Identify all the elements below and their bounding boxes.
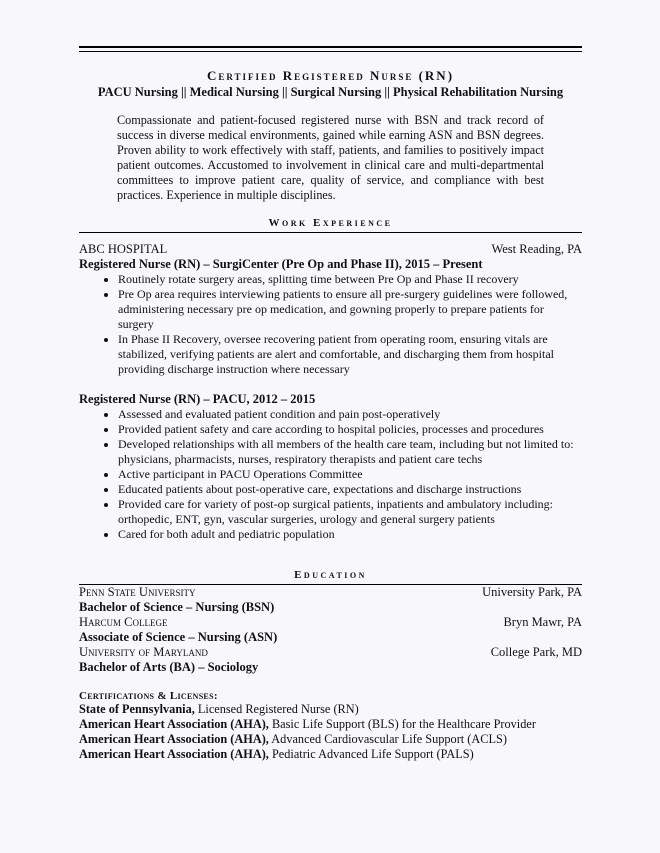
school-row bbox=[79, 615, 582, 630]
list-item: • Routinely rotate surgery areas, splitting time between Pre Op and Phase II recovery bbox=[118, 272, 582, 287]
resume-name: Certified Registered Nurse (RN) bbox=[206, 68, 455, 83]
list-item: • Provided care for variety of post-op surgical patients, inpatients and ambulatory including: orthopedic, ENT, gyn, vascular surgeries, urology and general surgery patients bbox=[118, 497, 582, 527]
cert-detail: Licensed Registered Nurse (RN) bbox=[194, 702, 359, 716]
school-location: Bryn Mawr, PA bbox=[503, 615, 582, 629]
cert-detail: Advanced Cardiovascular Life Support (ACLS) bbox=[268, 732, 507, 746]
list-item: • Active participant in PACU Operations Committee bbox=[118, 467, 582, 482]
school-location: College Park, MD bbox=[490, 645, 582, 659]
employer-location: West Reading, PA bbox=[491, 242, 582, 256]
degree-text: Bachelor of Science – Nursing (BSN) bbox=[79, 600, 275, 614]
degree-text: Associate of Science – Nursing (ASN) bbox=[79, 630, 278, 644]
degree-text: Bachelor of Arts (BA) – Sociology bbox=[79, 660, 259, 674]
work-experience-heading: Work Experience bbox=[268, 217, 393, 229]
certification-item bbox=[79, 717, 582, 732]
list-item: • Developed relationships with all members of the health care team, including but not limited to: physicians, pharmacists, nurses, respiratory therapists and patient care techs bbox=[118, 437, 582, 467]
job-bullets-pacu bbox=[79, 407, 582, 542]
school-name: University of Maryland bbox=[79, 645, 208, 659]
cert-org: American Heart Association (AHA), bbox=[79, 717, 269, 731]
certification-item bbox=[79, 702, 582, 717]
list-item: • Cared for both adult and pediatric population bbox=[118, 527, 582, 542]
school-row bbox=[79, 585, 582, 600]
school-row bbox=[79, 645, 582, 660]
degree-line bbox=[79, 660, 582, 675]
summary-paragraph: Compassionate and patient-focused registered nurse with BSN and track record of success in diverse medical environments, gained while earning ASN and BSN degrees. Proven ability to work effectively with staff, patients, and families to positively impact patient outcomes. Accustomed to involvement in clinical care and multi-departmental committees to improve patient care, quality of service, and compliance with best practices. Experience in multiple disciplines. bbox=[117, 113, 544, 202]
resume-content bbox=[79, 46, 582, 762]
certifications-heading: Certifications & Licenses: bbox=[79, 690, 218, 702]
work-experience-rule bbox=[79, 232, 582, 233]
list-item: • Pre Op area requires interviewing patients to ensure all pre-surgery guidelines were followed, administering necessary pre op medication, and gowning properly to prepare patients for surgery bbox=[118, 287, 582, 332]
top-rule-thin bbox=[79, 51, 582, 52]
employer-row bbox=[79, 242, 582, 257]
employer-name: ABC HOSPITAL bbox=[79, 242, 168, 256]
cert-detail: Pediatric Advanced Life Support (PALS) bbox=[268, 747, 474, 761]
job-title-pacu: Registered Nurse (RN) – PACU, 2012 – 2015 bbox=[79, 392, 316, 406]
list-item: • In Phase II Recovery, oversee recovering patient from operating room, ensuring vitals are stabilized, verifying patients are alert and comfortable, and discharging them from hospital providing discharge instruction where necessary bbox=[118, 332, 582, 377]
job-title-surgicenter: Registered Nurse (RN) – SurgiCenter (Pre Op and Phase II), 2015 – Present bbox=[79, 257, 483, 271]
school-name: Penn State University bbox=[79, 585, 196, 599]
certification-item bbox=[79, 747, 582, 762]
list-item: • Provided patient safety and care according to hospital policies, processes and procedures bbox=[118, 422, 582, 437]
certification-item bbox=[79, 732, 582, 747]
degree-line bbox=[79, 630, 582, 645]
list-item: • Assessed and evaluated patient condition and pain post-operatively bbox=[118, 407, 582, 422]
job-bullets-surgicenter bbox=[79, 272, 582, 377]
cert-org: American Heart Association (AHA), bbox=[79, 732, 269, 746]
education-heading: Education bbox=[294, 569, 367, 581]
top-rule-thick bbox=[79, 46, 582, 48]
school-name: Harcum College bbox=[79, 615, 168, 629]
specialties-line: PACU Nursing || Medical Nursing || Surgical Nursing || Physical Rehabilitation Nursing bbox=[97, 85, 564, 99]
cert-detail: Basic Life Support (BLS) for the Healthcare Provider bbox=[268, 717, 536, 731]
cert-org: State of Pennsylvania, bbox=[79, 702, 195, 716]
degree-line bbox=[79, 600, 582, 615]
cert-org: American Heart Association (AHA), bbox=[79, 747, 269, 761]
list-item: • Educated patients about post-operative care, expectations and discharge instructions bbox=[118, 482, 582, 497]
school-location: University Park, PA bbox=[482, 585, 582, 599]
